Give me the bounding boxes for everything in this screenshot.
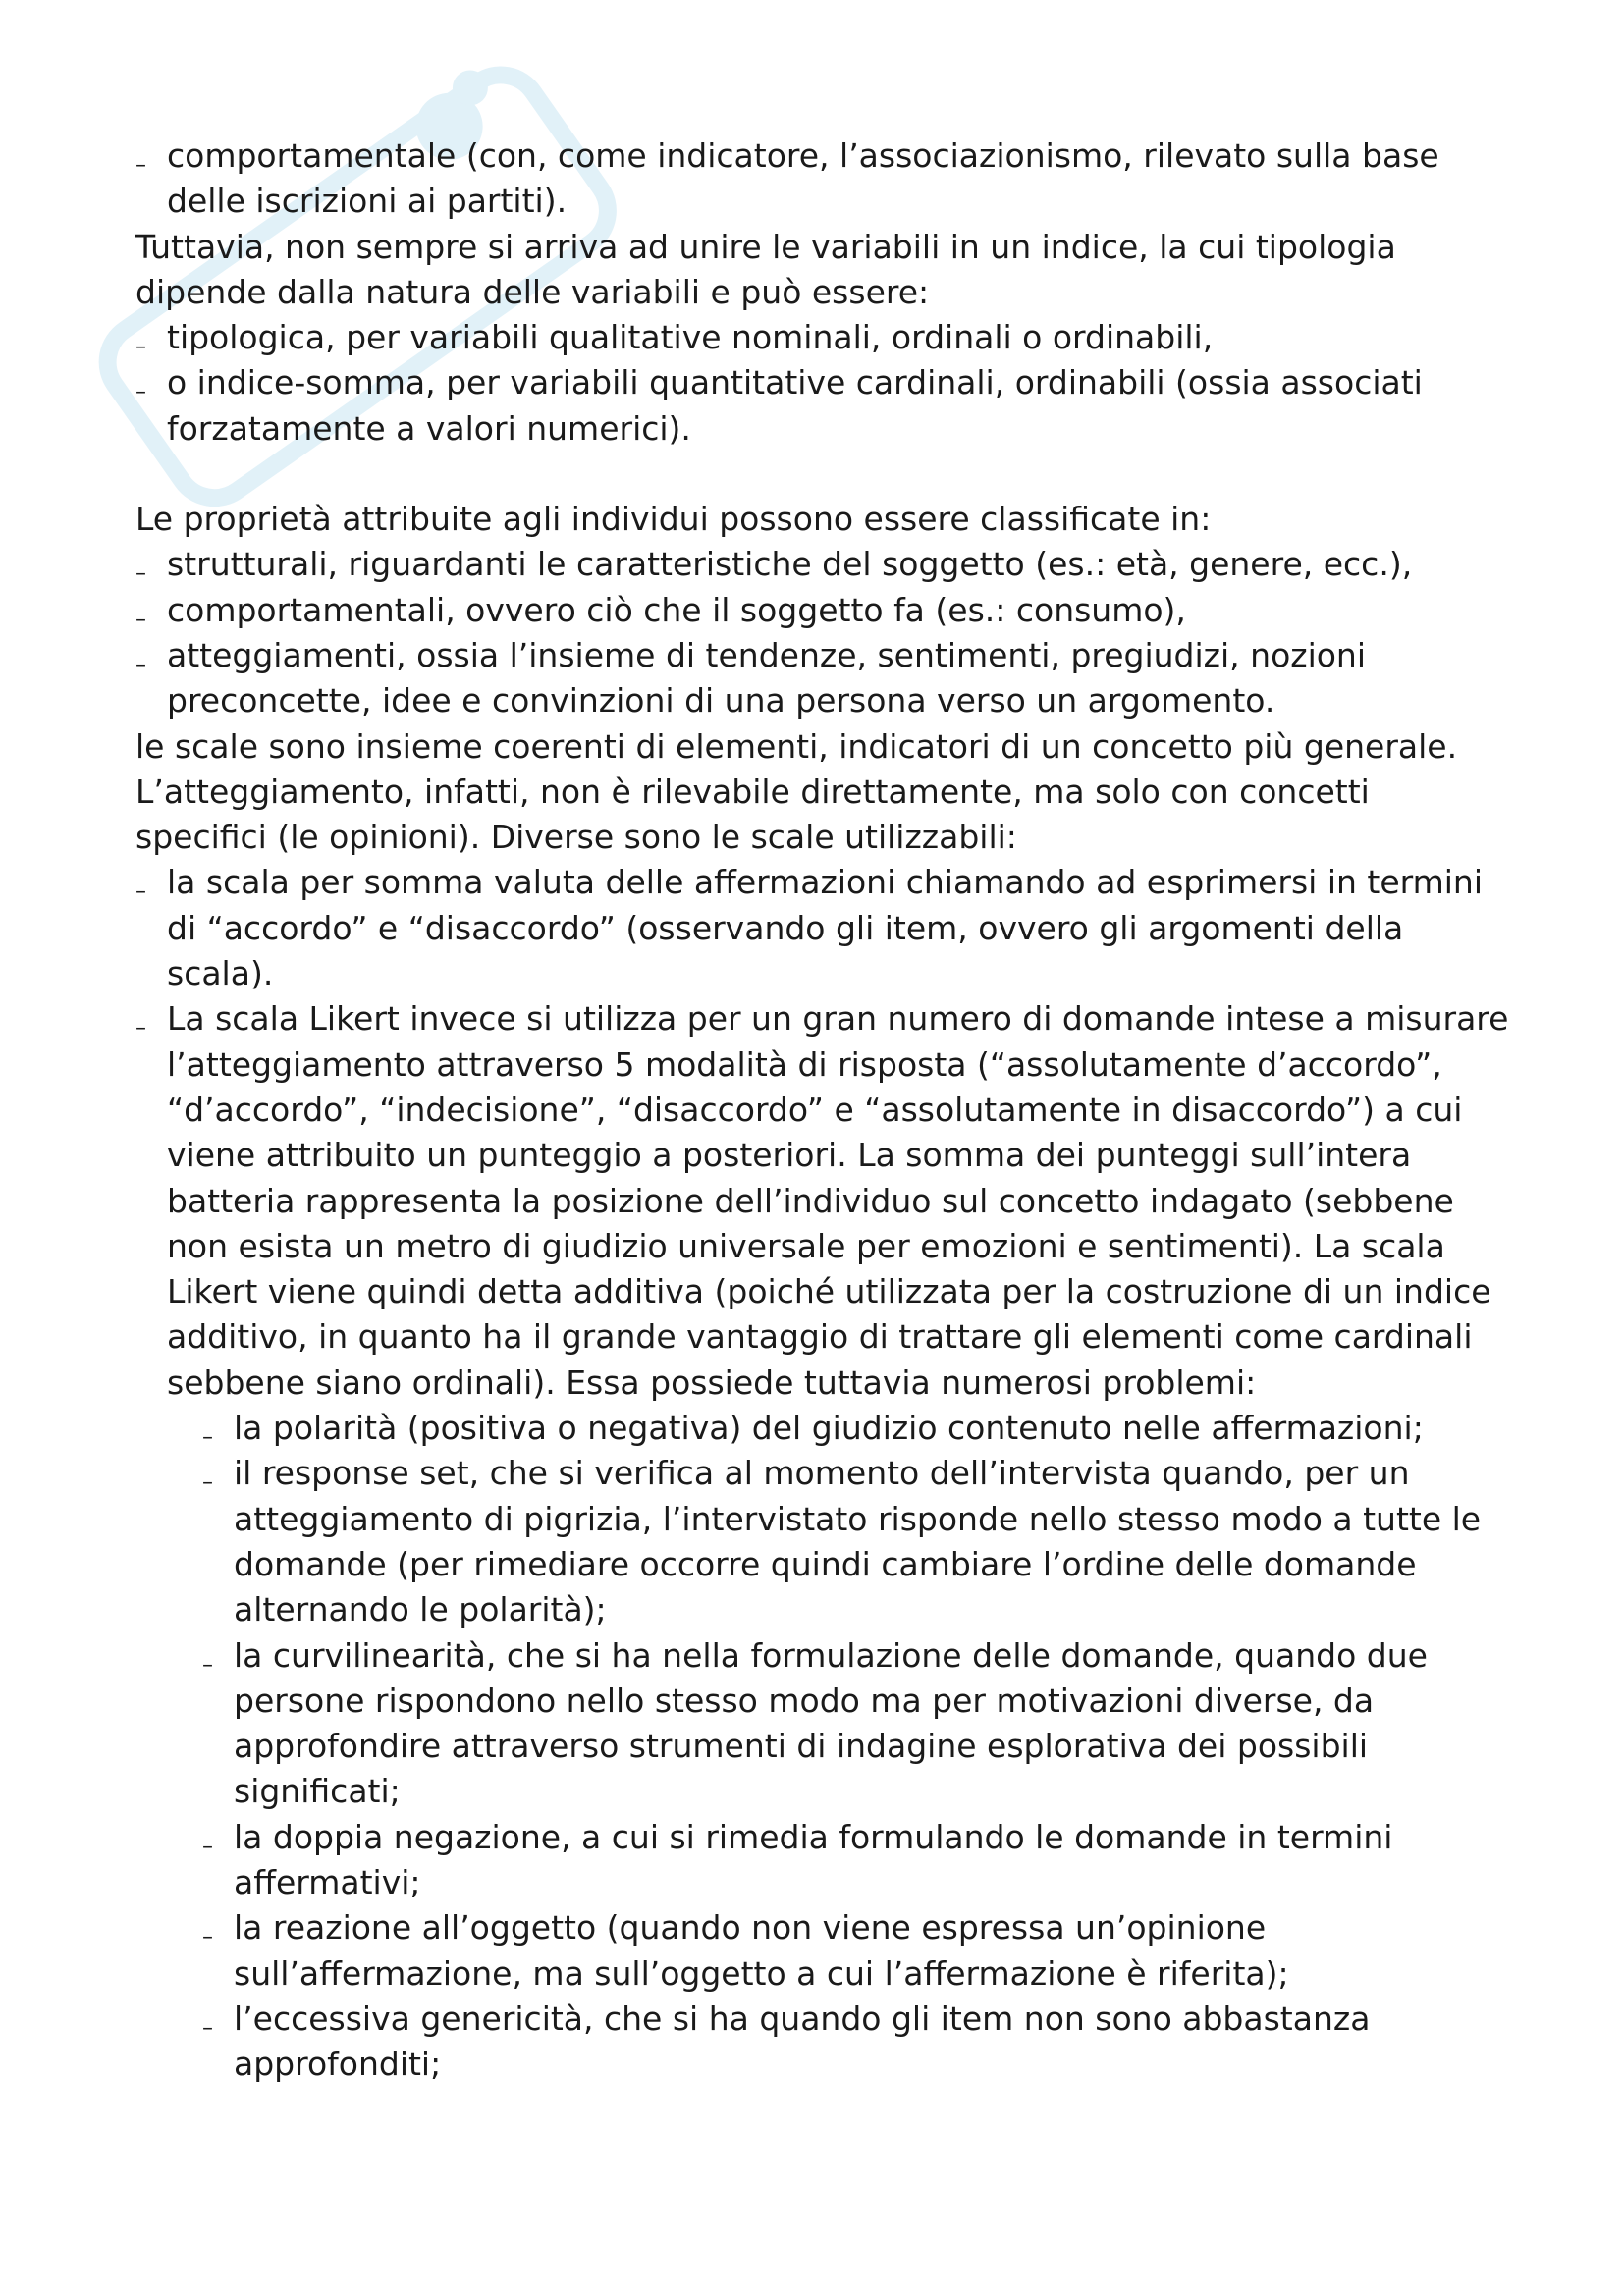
bullet-dash-icon: – [202, 1652, 213, 1678]
list-item-text: o indice-somma, per variabili quantitative cardinali, ordinabili (ossia associati forzatamente a valori numerici). [167, 363, 1423, 448]
bullet-dash-icon: – [135, 607, 146, 632]
list-item [135, 133, 1510, 225]
list-item-text: la scala per somma valuta delle affermazioni chiamando ad esprimersi in termini di “accordo” e “disaccordo” (osservando gli item, ovvero gli argomenti della scala). [167, 863, 1484, 993]
bullet-dash-icon: – [135, 880, 146, 905]
bullet-dash-icon: – [135, 561, 146, 587]
list-item-text: comportamentale (con, come indicatore, l’associazionismo, rilevato sulla base delle iscrizioni ai partiti). [167, 136, 1439, 221]
sub-list-item [202, 1815, 1510, 1906]
list-item-text: La scala Likert invece si utilizza per un gran numero di domande intese a misurare l’atteggiamento attraverso 5 modalità di risposta (“assolutamente d’accordo”, “d’accordo”, “indecisione”, “disaccordo” e “assolutamente in disaccordo”) a cui viene attribuito un punteggio a posteriori. La somma dei punteggi sull’intera batteria rappresenta la posizione dell’individuo sul concetto indagato (sebbene non esista un metro di giudizio universale per emozioni e sentimenti). La scala Likert viene quindi detta additiva (poiché utilizzata per la costruzione di un indice additivo, in quanto ha il grande vantaggio di trattare gli elementi come cardinali sebbene siano ordinali). Essa possiede tuttavia numerosi problemi: [167, 999, 1509, 1402]
list-item-text: tipologica, per variabili qualitative nominali, ordinali o ordinabili, [167, 318, 1214, 357]
bullet-dash-icon: – [202, 2015, 213, 2041]
list-item [135, 996, 1510, 1406]
bullet-dash-icon: – [135, 652, 146, 677]
list-item [135, 588, 1510, 633]
bullet-dash-icon: – [135, 335, 146, 360]
bullet-dash-icon: – [135, 380, 146, 405]
list-item-text: la polarità (positiva o negativa) del giudizio contenuto nelle affermazioni; [234, 1409, 1424, 1448]
bullet-dash-icon: – [202, 1470, 213, 1496]
sub-list-item [202, 1451, 1510, 1632]
list-item [135, 360, 1510, 452]
list-item [135, 542, 1510, 587]
bullet-dash-icon: – [202, 1834, 213, 1859]
bullet-dash-icon: – [135, 1016, 146, 1041]
paragraph: Le proprietà attribuite agli individui possono essere classificate in: [135, 500, 1212, 539]
list-item-text: la curvilinearità, che si ha nella formulazione delle domande, quando due persone rispondono nello stesso modo ma per motivazioni diverse, da approfondire attraverso strumenti di indagine esplorativa dei possibili significati; [234, 1635, 1428, 1811]
sub-list-item [202, 1633, 1510, 1815]
sub-list-item [202, 1905, 1510, 1997]
paragraph-gap [135, 452, 1510, 497]
list-item-text: comportamentali, ovvero ciò che il soggetto fa (es.: consumo), [167, 590, 1186, 629]
list-item-text: l’eccessiva genericità, che si ha quando gli item non sono abbastanza approfonditi; [234, 1999, 1371, 2084]
bullet-dash-icon: – [202, 1925, 213, 1950]
bullet-dash-icon: – [135, 153, 146, 178]
bullet-dash-icon: – [202, 1425, 213, 1451]
list-item [135, 633, 1510, 724]
list-item-text: il response set, che si verifica al momento dell’intervista quando, per un atteggiamento di pigrizia, l’intervistato risponde nello stesso modo a tutte le domande (per rimediare occorre quindi cambiare l’ordine delle domande alternando le polarità); [234, 1454, 1482, 1629]
list-item-text: la doppia negazione, a cui si rimedia formulando le domande in termini affermativi; [234, 1817, 1393, 1901]
paragraph: le scale sono insieme coerenti di elementi, indicatori di un concetto più generale. L’atteggiamento, infatti, non è rilevabile direttamente, ma solo con concetti specifici (le opinioni). Diverse sono le scale utilizzabili: [135, 726, 1458, 857]
sub-list-item [202, 1997, 1510, 2088]
sub-list-item [202, 1406, 1510, 1451]
list-item-text: strutturali, riguardanti le caratteristiche del soggetto (es.: età, genere, ecc.), [167, 545, 1413, 584]
list-item [135, 315, 1510, 360]
list-item-text: la reazione all’oggetto (quando non viene espressa un’opinione sull’affermazione, ma sull’oggetto a cui l’affermazione è riferita); [234, 1908, 1289, 1993]
list-item-text: atteggiamenti, ossia l’insieme di tendenze, sentimenti, pregiudizi, nozioni preconcette, idee e convinzioni di una persona verso un argomento. [167, 635, 1367, 721]
document-body [135, 133, 1510, 2087]
paragraph: Tuttavia, non sempre si arriva ad unire le variabili in un indice, la cui tipologia dipende dalla natura delle variabili e può essere: [135, 227, 1396, 311]
list-item [135, 860, 1510, 996]
